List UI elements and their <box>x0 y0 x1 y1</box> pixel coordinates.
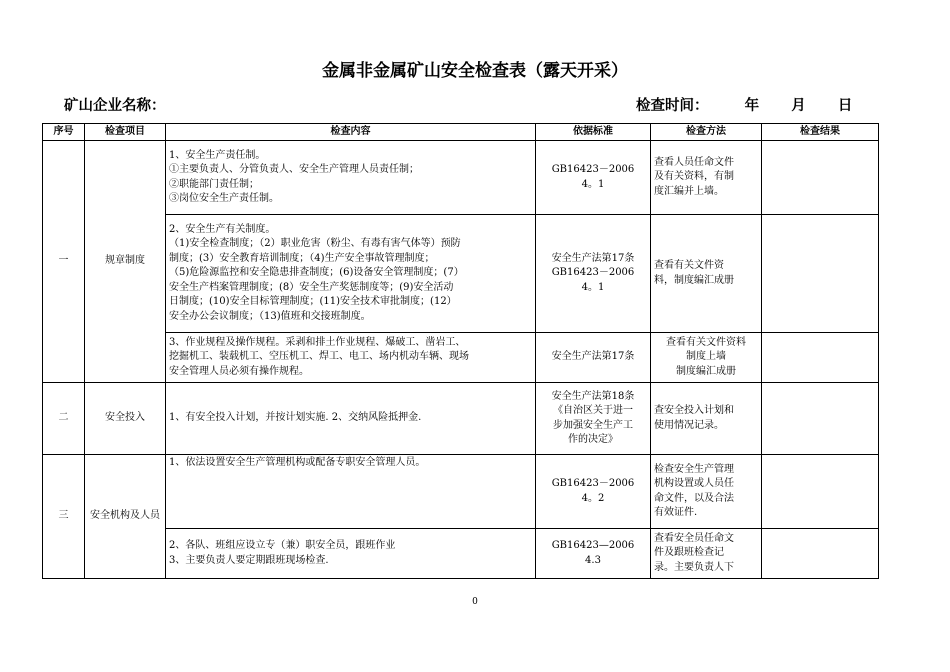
check-method <box>651 455 762 529</box>
basis-standard-line: GB16423－2006 <box>551 478 635 489</box>
inspection-day-label: 日 <box>837 98 853 114</box>
check-result-cell[interactable] <box>762 215 879 333</box>
check-content-line: 安全生产档案管理制度；(8）安全生产奖惩制度等；(9)安全活动 <box>169 281 454 293</box>
inspection-year-label: 年 <box>744 98 760 114</box>
basis-standard <box>536 383 651 455</box>
check-content-line: 2、安全生产有关制度。 <box>169 223 276 235</box>
table-row <box>43 141 879 215</box>
document-title: 金属非金属矿山安全检查表（露天开采） <box>322 61 628 81</box>
basis-standard <box>536 333 651 383</box>
header-result: 检查结果 <box>762 124 879 141</box>
basis-standard-line: 4。1 <box>581 178 605 190</box>
inspection-time-label: 检查时间： <box>636 98 709 114</box>
check-method-line: 及有关资料，有制 <box>654 171 734 183</box>
company-name-label: 矿山企业名称： <box>64 98 166 114</box>
check-content <box>166 455 536 529</box>
check-content <box>166 141 536 215</box>
basis-standard-line: 4。2 <box>581 492 605 504</box>
check-method-line: 查看有关文件资料 <box>666 336 746 348</box>
row-seq: 一 <box>43 141 85 383</box>
header-item: 检查项目 <box>85 124 166 141</box>
check-method <box>651 215 762 333</box>
basis-standard <box>536 529 651 579</box>
check-content-line: 制度；(3）安全教育培训制度；（4)生产安全事故管理制度； <box>169 252 435 264</box>
check-method <box>651 333 762 383</box>
check-method-line: 制度编汇成册 <box>676 365 736 377</box>
check-method-line: 料，制度编汇成册 <box>654 274 734 286</box>
basis-standard-line: 步加强安全生产工 <box>553 419 633 431</box>
check-result-cell[interactable] <box>762 383 879 455</box>
check-method-line: 查看安全员任命文 <box>654 532 734 544</box>
check-content-line: 2、各队、班组应设立专（兼）职安全员，跟班作业 <box>169 540 396 551</box>
basis-standard <box>536 215 651 333</box>
row-item: 规章制度 <box>85 141 166 383</box>
basis-standard-line: GB16423－2006 <box>551 267 635 279</box>
check-content-line: （5)危险源监控和安全隐患排查制度；(6)设备安全管理制度；(7） <box>169 267 464 279</box>
check-content-line: ①主要负责人、分管负责人、安全生产管理人员责任制； <box>169 164 419 175</box>
check-content-line: 安全管理人员必须有操作规程。 <box>169 365 309 377</box>
check-content-line: 1、有安全投入计划，并按计划实施. 2、交纳风险抵押金. <box>169 412 422 424</box>
check-content <box>166 333 536 383</box>
check-content-line: ②职能部门责任制； <box>169 178 259 190</box>
basis-standard-line: GB16423—2006 <box>551 540 635 551</box>
row-item: 安全机构及人员 <box>85 455 166 579</box>
check-method-line: 件及跟班检查记 <box>654 547 724 559</box>
check-result-cell[interactable] <box>762 141 879 215</box>
check-method <box>651 141 762 215</box>
check-method <box>651 529 762 579</box>
inspection-time <box>636 94 852 115</box>
check-method-line: 制度上墙 <box>686 351 726 363</box>
basis-standard-line: 安全生产法第18条 <box>551 390 635 402</box>
header-method: 检查方法 <box>651 124 762 141</box>
check-content-line: 1、依法设置安全生产管理机构或配备专职安全管理人员。 <box>169 457 426 468</box>
check-content <box>166 383 536 455</box>
table-row <box>43 215 879 333</box>
check-content-line: ③岗位安全生产责任制。 <box>169 193 279 204</box>
check-method-line: 查看人员任命文件 <box>654 156 734 168</box>
check-method-line: 使用情况记录。 <box>654 419 724 431</box>
table-row <box>43 383 879 455</box>
basis-standard-line: GB16423－2006 <box>551 164 635 175</box>
check-content <box>166 215 536 333</box>
inspection-table <box>42 123 879 579</box>
check-method <box>651 383 762 455</box>
check-content-line: 3、作业规程及操作规程。采剥和排土作业规程、爆破工、凿岩工、 <box>169 336 466 348</box>
table-header-row <box>43 124 879 141</box>
basis-standard <box>536 455 651 529</box>
basis-standard-line: 安全生产法第17条 <box>551 252 635 264</box>
check-content-line: （1)安全检查制度；（2）职业危害（粉尘、有毒有害气体等）预防 <box>169 238 461 250</box>
basis-standard-line: 《自治区关于进一 <box>553 405 633 416</box>
basis-standard-line: 作的决定》 <box>568 434 618 445</box>
table-row <box>43 529 879 579</box>
row-item: 安全投入 <box>85 383 166 455</box>
basis-standard-line: 4。1 <box>581 281 605 293</box>
table-row <box>43 333 879 383</box>
basis-standard-line: 安全生产法第17条 <box>551 351 635 363</box>
check-method-line: 查安全投入计划和 <box>654 405 734 416</box>
check-content-line: 挖掘机工、装载机工、空压机工、焊工、电工、场内机动车辆、现场 <box>169 351 469 363</box>
basis-standard-line: 4.3 <box>585 554 601 566</box>
check-method-line: 查看有关文件资 <box>654 260 724 271</box>
check-result-cell[interactable] <box>762 529 879 579</box>
check-content <box>166 529 536 579</box>
check-result-cell[interactable] <box>762 333 879 383</box>
row-seq: 二 <box>43 383 85 455</box>
check-method-line: 检查安全生产管理 <box>654 463 734 475</box>
check-method-line: 命文件，以及合法 <box>654 492 734 504</box>
header-seq: 序号 <box>43 124 85 141</box>
inspection-month-label: 月 <box>791 98 806 114</box>
row-seq: 三 <box>43 455 85 579</box>
check-content-line: 3、主要负责人要定期跟班现场检查. <box>169 554 329 566</box>
check-method-line: 度汇编并上墙。 <box>654 185 724 197</box>
check-method-line: 有效证件. <box>654 507 698 518</box>
check-method-line: 录。主要负责人下 <box>654 561 734 573</box>
check-content-line: 安全办公会议制度；（13)值班和交接班制度。 <box>169 310 371 322</box>
check-method-line: 机构设置或人员任 <box>654 478 734 489</box>
basis-standard <box>536 141 651 215</box>
header-content: 检查内容 <box>166 124 536 141</box>
header-standard: 依据标准 <box>536 124 651 141</box>
check-result-cell[interactable] <box>762 455 879 529</box>
check-content-line: 1、安全生产责任制。 <box>169 149 266 161</box>
check-content-line: 日制度；(10)安全目标管理制度；(11)安全技术审批制度；(12） <box>169 296 457 308</box>
table-row <box>43 455 879 529</box>
page-number: 0 <box>472 597 478 607</box>
